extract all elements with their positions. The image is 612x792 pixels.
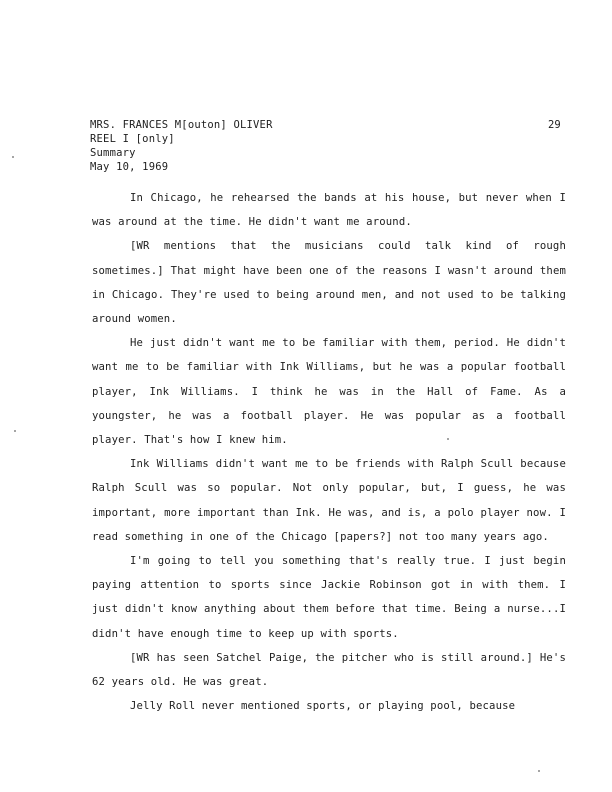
scan-speck <box>14 430 16 432</box>
paragraph: Jelly Roll never mentioned sports, or playing pool, because <box>130 700 516 713</box>
paragraph: Ink Williams didn't want me to be friends with Ralph Scull because Ralph Scull was so popular. Not only popular, but, I guess, he was important, more important than Ink. He was, and is, a polo player now. I read something in one of the Chicago [papers?] not too many years ago. <box>92 458 566 543</box>
page-number: 29 <box>548 119 561 131</box>
document-header <box>90 118 273 174</box>
paragraph: [WR has seen Satchel Paige, the pitcher who is still around.] He's 62 years old. He was great. <box>92 651 566 689</box>
summary-body <box>92 186 566 718</box>
paragraph: He just didn't want me to be familiar with them, period. He didn't want me to be familiar with Ink Williams, but he was a popular football player, Ink Williams. I think he was in the Hall of Fame. As a youngster, he was a football player. He was popular as a football player. That's how I knew him. <box>92 337 566 447</box>
paragraph: In Chicago, he rehearsed the bands at his house, but never when I was around at the time. He didn't want me around. <box>92 192 566 229</box>
paragraph: I'm going to tell you something that's really true. I just begin paying attention to sports since Jackie Robinson got in with them. I just didn't know anything about them before that time. Being a nurse...I didn't have enough time to keep up with sports. <box>92 555 566 640</box>
scan-speck <box>538 770 540 772</box>
interviewee-name: MRS. FRANCES M[outon] OLIVER <box>90 119 273 131</box>
reel-label: REEL I [only] <box>90 133 175 145</box>
scan-speck <box>12 156 14 158</box>
paragraph: [WR mentions that the musicians could talk kind of rough sometimes.] That might have been one of the reasons I wasn't around them in Chicago. They're used to being around men, and not used to be talking around women. <box>92 240 566 326</box>
scan-speck <box>447 438 449 440</box>
interview-date: May 10, 1969 <box>90 161 169 173</box>
document-type: Summary <box>90 147 136 159</box>
